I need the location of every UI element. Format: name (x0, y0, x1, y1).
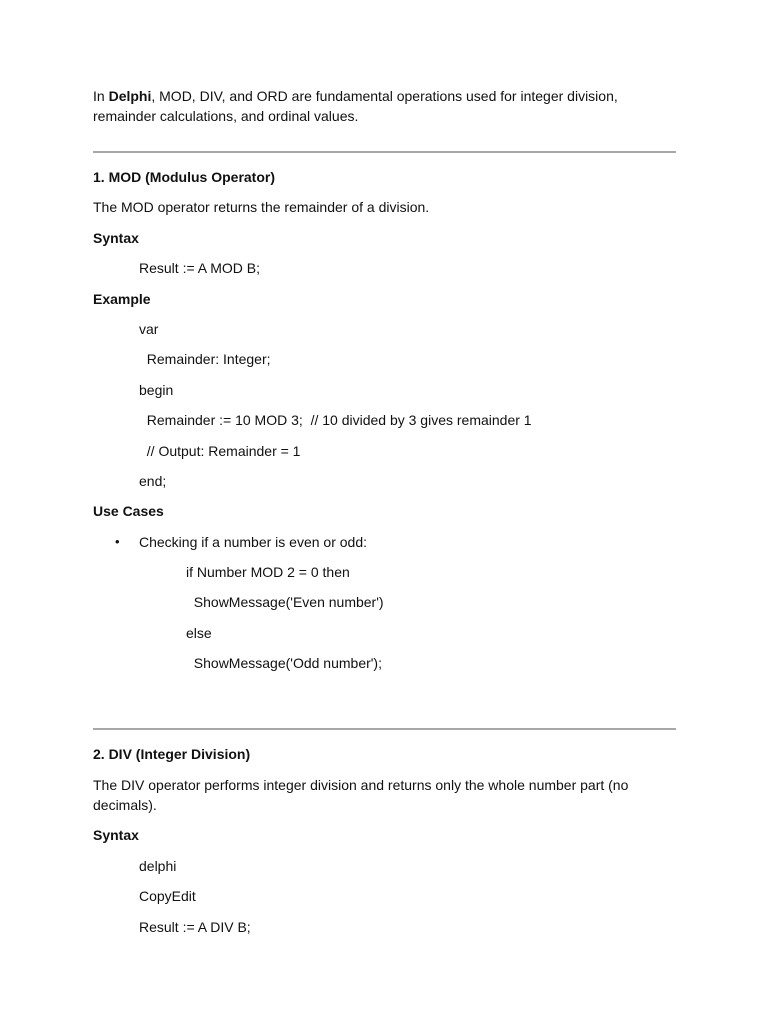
div-heading: 2. DIV (Integer Division) (93, 746, 251, 762)
section-divider (93, 151, 676, 153)
mod-syntax-code: Result := A MOD B; (139, 260, 260, 276)
code-line: // Output: Remainder = 1 (139, 443, 301, 459)
code-line: ShowMessage('Even number') (186, 594, 384, 610)
document-page (93, 0, 676, 1024)
code-line: var (139, 321, 159, 337)
section-divider (93, 728, 676, 730)
intro-paragraph (93, 86, 676, 126)
div-syntax-label: Syntax (93, 827, 139, 843)
list-item: Checking if a number is even or odd: (139, 534, 368, 550)
code-line: ShowMessage('Odd number'); (186, 655, 382, 671)
code-line: Remainder := 10 MOD 3; // 10 divided by 3 gives remainder 1 (139, 412, 532, 428)
code-line: else (186, 625, 212, 641)
mod-heading: 1. MOD (Modulus Operator) (93, 169, 275, 185)
code-line: if Number MOD 2 = 0 then (186, 564, 350, 580)
code-line: begin (139, 382, 174, 398)
code-line: Result := A DIV B; (139, 919, 251, 935)
intro-emphasis: Delphi (108, 88, 152, 104)
code-line: CopyEdit (139, 888, 196, 904)
div-description: The DIV operator performs integer division and returns only the whole number part (no decimals). (93, 777, 629, 813)
code-line: Remainder: Integer; (139, 351, 271, 367)
code-line: end; (139, 473, 167, 489)
mod-example-label: Example (93, 291, 151, 307)
mod-use-cases-label: Use Cases (93, 503, 164, 519)
code-line: delphi (139, 858, 177, 874)
mod-description: The MOD operator returns the remainder of a division. (93, 199, 430, 215)
intro-prefix: In (93, 88, 109, 104)
mod-syntax-label: Syntax (93, 230, 139, 246)
intro-rest: , MOD, DIV, and ORD are fundamental operations used for integer division, remainder calculations, and ordinal values. (93, 88, 618, 124)
bullet-icon: • (115, 534, 120, 549)
